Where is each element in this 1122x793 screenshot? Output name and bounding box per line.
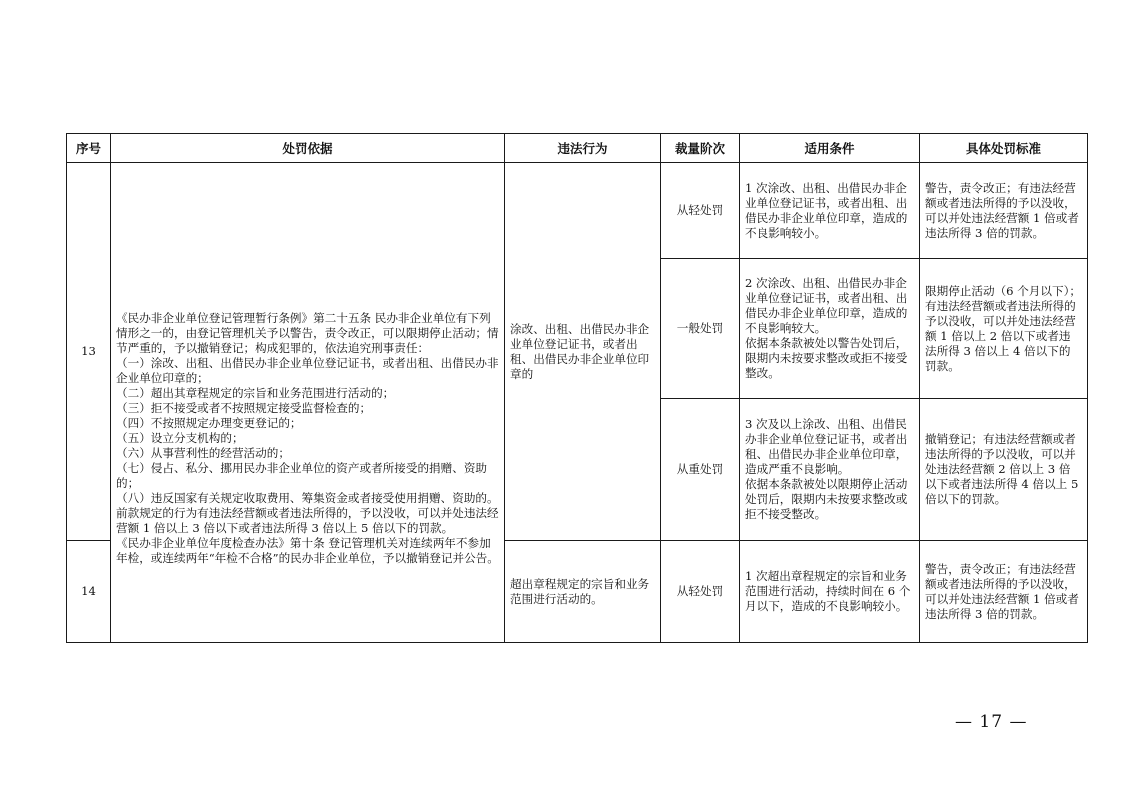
penalty-table <box>66 133 1088 643</box>
row-13-condition-heavy <box>740 399 920 541</box>
table-header-row <box>67 134 1088 163</box>
basis-item-3: （三）拒不接受或者不按照规定接受监督检查的； <box>116 401 372 415</box>
header-basis: 处罚依据 <box>111 134 505 163</box>
basis-annual-inspection: 《民办非企业单位年度检查办法》第十条 登记管理机关对连续两年不参加年检，或连续两年“年检不合格”的民办非企业单位，予以撤销登记并公告。 <box>116 536 499 565</box>
row-13-condition-general <box>740 259 920 399</box>
basis-fine-clause: 前款规定的行为有违法经营额或者违法所得的，予以没收，可以并处违法经营额 1 倍以上 3 倍以下或者违法所得 3 倍以上 5 倍以下的罚款。 <box>116 506 499 535</box>
row-13-no: 13 <box>67 163 111 541</box>
condition-text: 依据本条款被处以警告处罚后，限期内未按要求整改或拒不接受整改。 <box>745 336 908 380</box>
header-level: 裁量阶次 <box>661 134 740 163</box>
header-condition: 适用条件 <box>740 134 920 163</box>
basis-item-7: （七）侵占、私分、挪用民办非企业单位的资产或者所接受的捐赠、资助的； <box>116 461 488 490</box>
basis-item-8: （八）违反国家有关规定收取费用、筹集资金或者接受使用捐赠、资助的。 <box>116 491 499 505</box>
row-13-standard-light: 警告，责令改正；有违法经营额或者违法所得的予以没收，可以并处违法经营额 1 倍或者违法所得 3 倍的罚款。 <box>920 163 1088 259</box>
row-13-level-general: 一般处罚 <box>661 259 740 399</box>
row-13-violation: 涂改、出租、出借民办非企业单位登记证书，或者出租、出借民办非企业单位印章的 <box>505 163 661 541</box>
condition-text: 3 次及以上涂改、出租、出借民办非企业单位登记证书，或者出租、出借民办非企业单位印章，造成严重不良影响。 <box>745 417 908 476</box>
condition-text: 2 次涂改、出租、出借民办非企业单位登记证书，或者出租、出借民办非企业单位印章，造成的不良影响较大。 <box>745 276 908 335</box>
table-row <box>67 163 1088 259</box>
basis-intro: 《民办非企业单位登记管理暂行条例》第二十五条 民办非企业单位有下列情形之一的，由登记管理机关予以警告，责令改正，可以限期停止活动；情节严重的，予以撤销登记；构成犯罪的，依法追究刑事责任： <box>116 311 499 355</box>
basis-item-2: （二）超出其章程规定的宗旨和业务范围进行活动的； <box>116 386 395 400</box>
row-14-condition-light <box>740 541 920 643</box>
row-13-level-heavy: 从重处罚 <box>661 399 740 541</box>
row-14-no: 14 <box>67 541 111 643</box>
row-13-level-light: 从轻处罚 <box>661 163 740 259</box>
row-13-condition-light <box>740 163 920 259</box>
condition-text: 1 次超出章程规定的宗旨和业务范围进行活动，持续时间在 6 个月以下，造成的不良影响较小。 <box>745 569 911 613</box>
row-14-violation: 超出章程规定的宗旨和业务范围进行活动的。 <box>505 541 661 643</box>
header-no: 序号 <box>67 134 111 163</box>
header-violation: 违法行为 <box>505 134 661 163</box>
condition-text: 1 次涂改、出租、出借民办非企业单位登记证书，或者出租、出借民办非企业单位印章，造成的不良影响较小。 <box>745 180 908 240</box>
penalty-basis-cell <box>111 163 505 643</box>
row-14-standard-light: 警告，责令改正；有违法经营额或者违法所得的予以没收，可以并处违法经营额 1 倍或者违法所得 3 倍的罚款。 <box>920 541 1088 643</box>
page-number: — 17 — <box>955 712 1028 732</box>
basis-item-5: （五）设立分支机构的； <box>116 431 244 445</box>
row-13-standard-general: 限期停止活动（6 个月以下）；有违法经营额或者违法所得的予以没收，可以并处违法经营额 1 倍以上 2 倍以下或者违法所得 3 倍以上 4 倍以下的罚款。 <box>920 259 1088 399</box>
header-standard: 具体处罚标准 <box>920 134 1088 163</box>
basis-item-1: （一）涂改、出租、出借民办非企业单位登记证书，或者出租、出借民办非企业单位印章的； <box>116 356 499 385</box>
basis-item-6: （六）从事营利性的经营活动的； <box>116 446 290 460</box>
basis-item-4: （四）不按照规定办理变更登记的； <box>116 416 302 430</box>
condition-text: 依据本条款被处以限期停止活动处罚后，限期内未按要求整改或拒不接受整改。 <box>745 477 908 521</box>
row-14-level-light: 从轻处罚 <box>661 541 740 643</box>
row-13-standard-heavy: 撤销登记；有违法经营额或者违法所得的予以没收，可以并处违法经营额 2 倍以上 3 倍以下或者违法所得 4 倍以上 5 倍以下的罚款。 <box>920 399 1088 541</box>
